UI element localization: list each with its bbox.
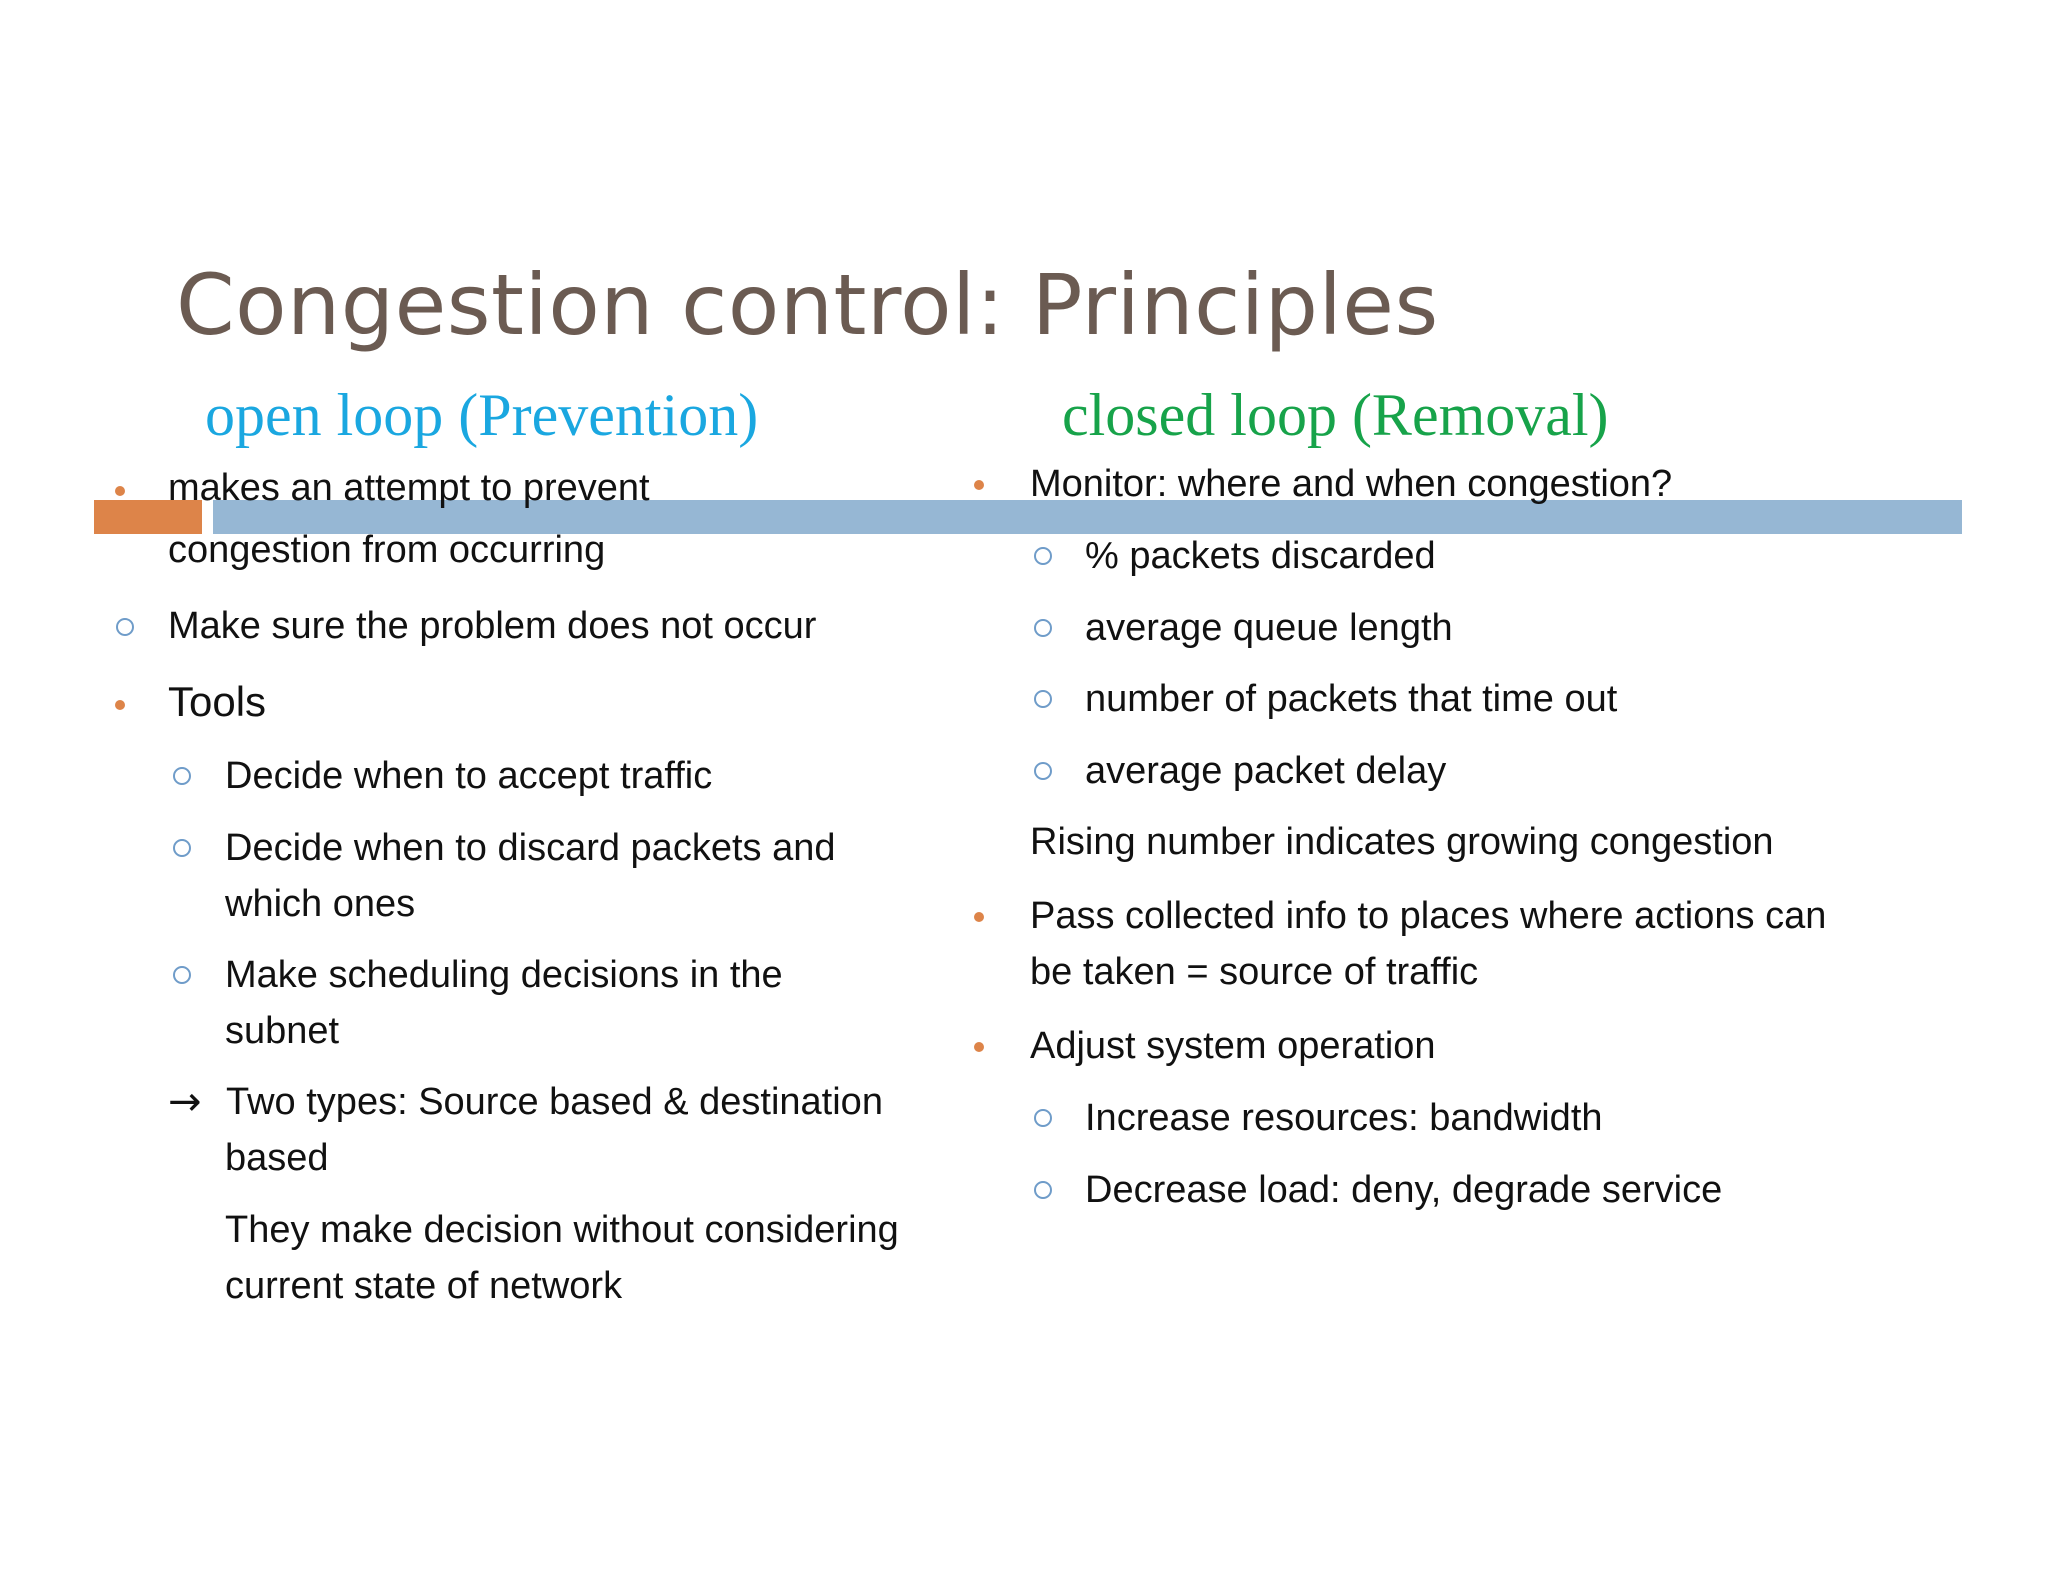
bullet-dot-icon — [974, 1042, 984, 1052]
tool-item-2-line2: which ones — [225, 883, 416, 925]
note-line2: current state of network — [225, 1265, 623, 1307]
monitor-item-1: % packets discarded — [1085, 535, 1436, 577]
closed-loop-heading: closed loop (Removal) — [1062, 382, 1609, 448]
ring-bullet-icon — [1034, 1109, 1052, 1127]
left-tools: Tools — [168, 678, 267, 725]
note-line1: They make decision without considering — [225, 1209, 899, 1251]
ring-bullet-icon — [173, 966, 191, 984]
bullet-dot-icon — [974, 912, 984, 922]
tool-item-2-line1: Decide when to discard packets and — [225, 827, 836, 869]
left-sub1: Make sure the problem does not occur — [168, 605, 817, 647]
monitor-item-4: average packet delay — [1085, 750, 1447, 792]
arrow-right-icon: → — [168, 1079, 202, 1125]
adjust-line: Adjust system operation — [1030, 1025, 1436, 1067]
pass-line2: be taken = source of traffic — [1030, 951, 1479, 993]
monitor-item-3: number of packets that time out — [1085, 678, 1618, 720]
ring-bullet-icon — [173, 839, 191, 857]
left-bullet1-line1: makes an attempt to prevent — [168, 467, 650, 509]
two-types-line1: Two types: Source based & destination — [226, 1081, 883, 1123]
ring-bullet-icon — [1034, 619, 1052, 637]
adjust-item-1: Increase resources: bandwidth — [1085, 1097, 1603, 1139]
tool-item-3-line2: subnet — [225, 1010, 340, 1052]
left-bullet1-line2: congestion from occurring — [168, 529, 606, 571]
rising-line: Rising number indicates growing congestion — [1030, 821, 1774, 863]
ring-bullet-icon — [1034, 547, 1052, 565]
open-loop-heading: open loop (Prevention) — [205, 382, 759, 448]
ring-bullet-icon — [1034, 690, 1052, 708]
monitor-item-2: average queue length — [1085, 607, 1453, 649]
ring-bullet-icon — [173, 767, 191, 785]
tool-item-1: Decide when to accept traffic — [225, 755, 713, 797]
adjust-item-2: Decrease load: deny, degrade service — [1085, 1169, 1723, 1211]
ring-bullet-icon — [1034, 1181, 1052, 1199]
ring-bullet-icon — [1034, 762, 1052, 780]
pass-line1: Pass collected info to places where actions can — [1030, 895, 1827, 937]
bullet-dot-icon — [115, 486, 125, 496]
two-types-line2: based — [225, 1137, 329, 1179]
monitor-line: Monitor: where and when congestion? — [1030, 463, 1673, 505]
ring-bullet-icon — [116, 618, 134, 636]
bullet-dot-icon — [974, 480, 984, 490]
slide-title: Congestion control: Principles — [176, 256, 1439, 354]
bullet-dot-icon — [115, 700, 125, 710]
tool-item-3-line1: Make scheduling decisions in the — [225, 954, 783, 996]
